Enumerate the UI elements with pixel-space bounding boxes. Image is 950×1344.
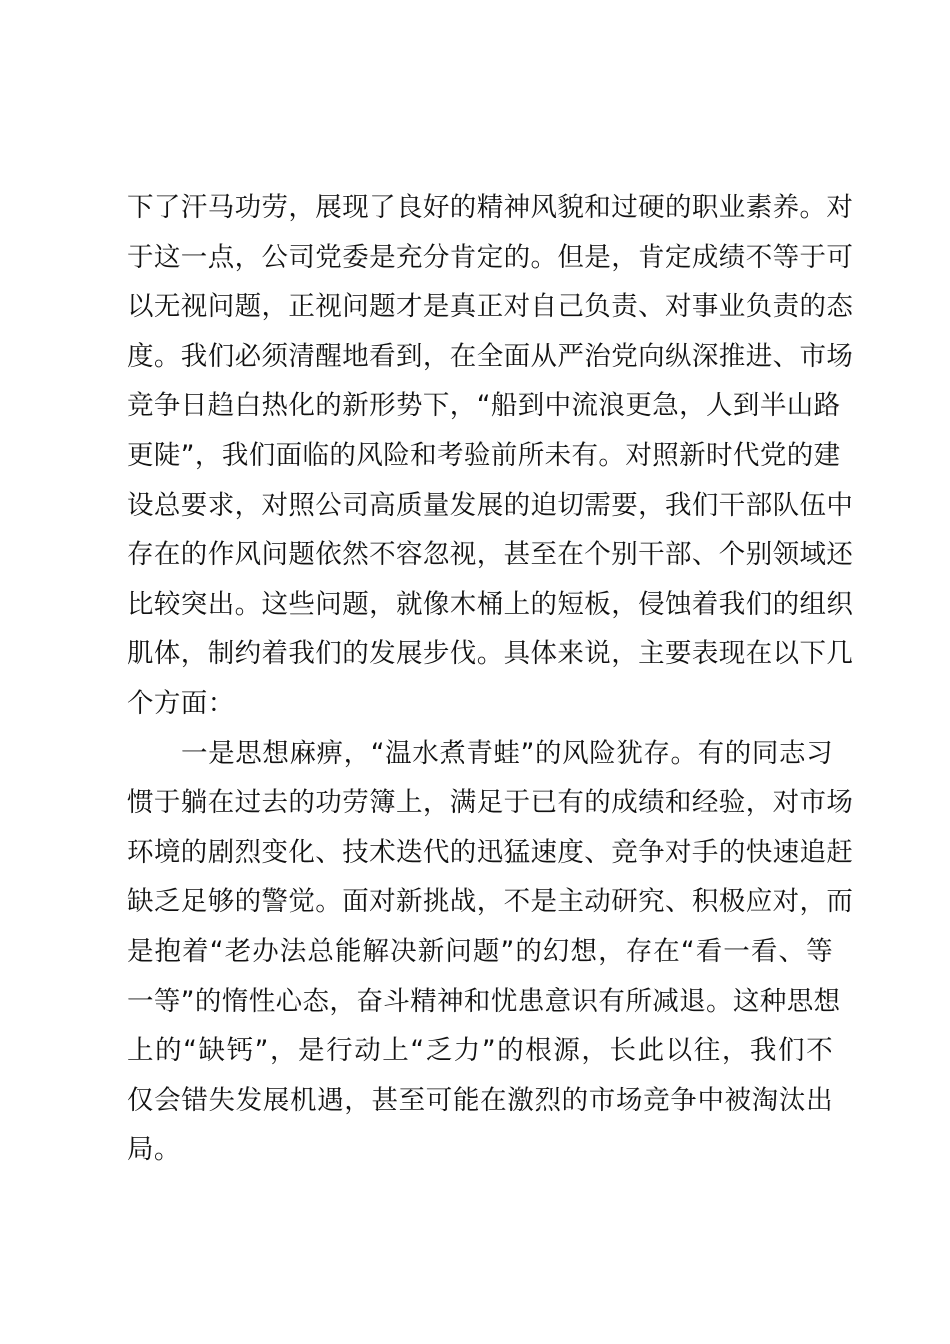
text-line: 比较突出。这些问题，就像木桶上的短板，侵蚀着我们的组织 [127, 588, 854, 620]
text-line: 设总要求，对照公司高质量发展的迫切需要，我们干部队伍中 [127, 489, 854, 521]
text-line: 环境的剧烈变化、技术迭代的迅猛速度、竞争对手的快速追赶 [127, 836, 854, 868]
text-line: 于这一点，公司党委是充分肯定的。但是，肯定成绩不等于可 [127, 241, 854, 273]
text-line: 一等”的惰性心态，奋斗精神和忧患意识有所减退。这种思想 [127, 985, 841, 1017]
text-line: 是抱着“老办法总能解决新问题”的幻想，存在“看一看、等 [127, 935, 833, 967]
text-line: 局。 [127, 1134, 181, 1166]
document-page [127, 183, 854, 1175]
text-line: 个方面： [127, 687, 235, 719]
text-line: 存在的作风问题依然不容忽视，甚至在个别干部、个别领域还 [127, 539, 854, 571]
text-line: 肌体，制约着我们的发展步伐。具体来说，主要表现在以下几 [127, 638, 854, 670]
text-line: 以无视问题，正视问题才是真正对自己负责、对事业负责的态 [127, 291, 854, 323]
paragraph-1 [127, 183, 854, 729]
paragraph-2 [127, 729, 854, 1175]
text-line: 惯于躺在过去的功劳簿上，满足于已有的成绩和经验，对市场 [127, 787, 854, 819]
text-line: 上的“缺钙”，是行动上“乏力”的根源，长此以往，我们不 [127, 1035, 833, 1067]
text-line: 竞争日趋白热化的新形势下，“船到中流浪更急，人到半山路 [127, 390, 841, 422]
text-line: 一是思想麻痹，“温水煮青蛙”的风险犹存。有的同志习 [181, 737, 833, 769]
text-line: 度。我们必须清醒地看到，在全面从严治党向纵深推进、市场 [127, 340, 854, 372]
text-line: 下了汗马功劳，展现了良好的精神风貌和过硬的职业素养。对 [127, 192, 854, 223]
text-line: 缺乏足够的警觉。面对新挑战，不是主动研究、积极应对，而 [127, 886, 854, 918]
text-line: 仅会错失发展机遇，甚至可能在激烈的市场竞争中被淘汰出 [127, 1084, 833, 1116]
text-line: 更陡”，我们面临的风险和考验前所未有。对照新时代党的建 [127, 439, 841, 471]
